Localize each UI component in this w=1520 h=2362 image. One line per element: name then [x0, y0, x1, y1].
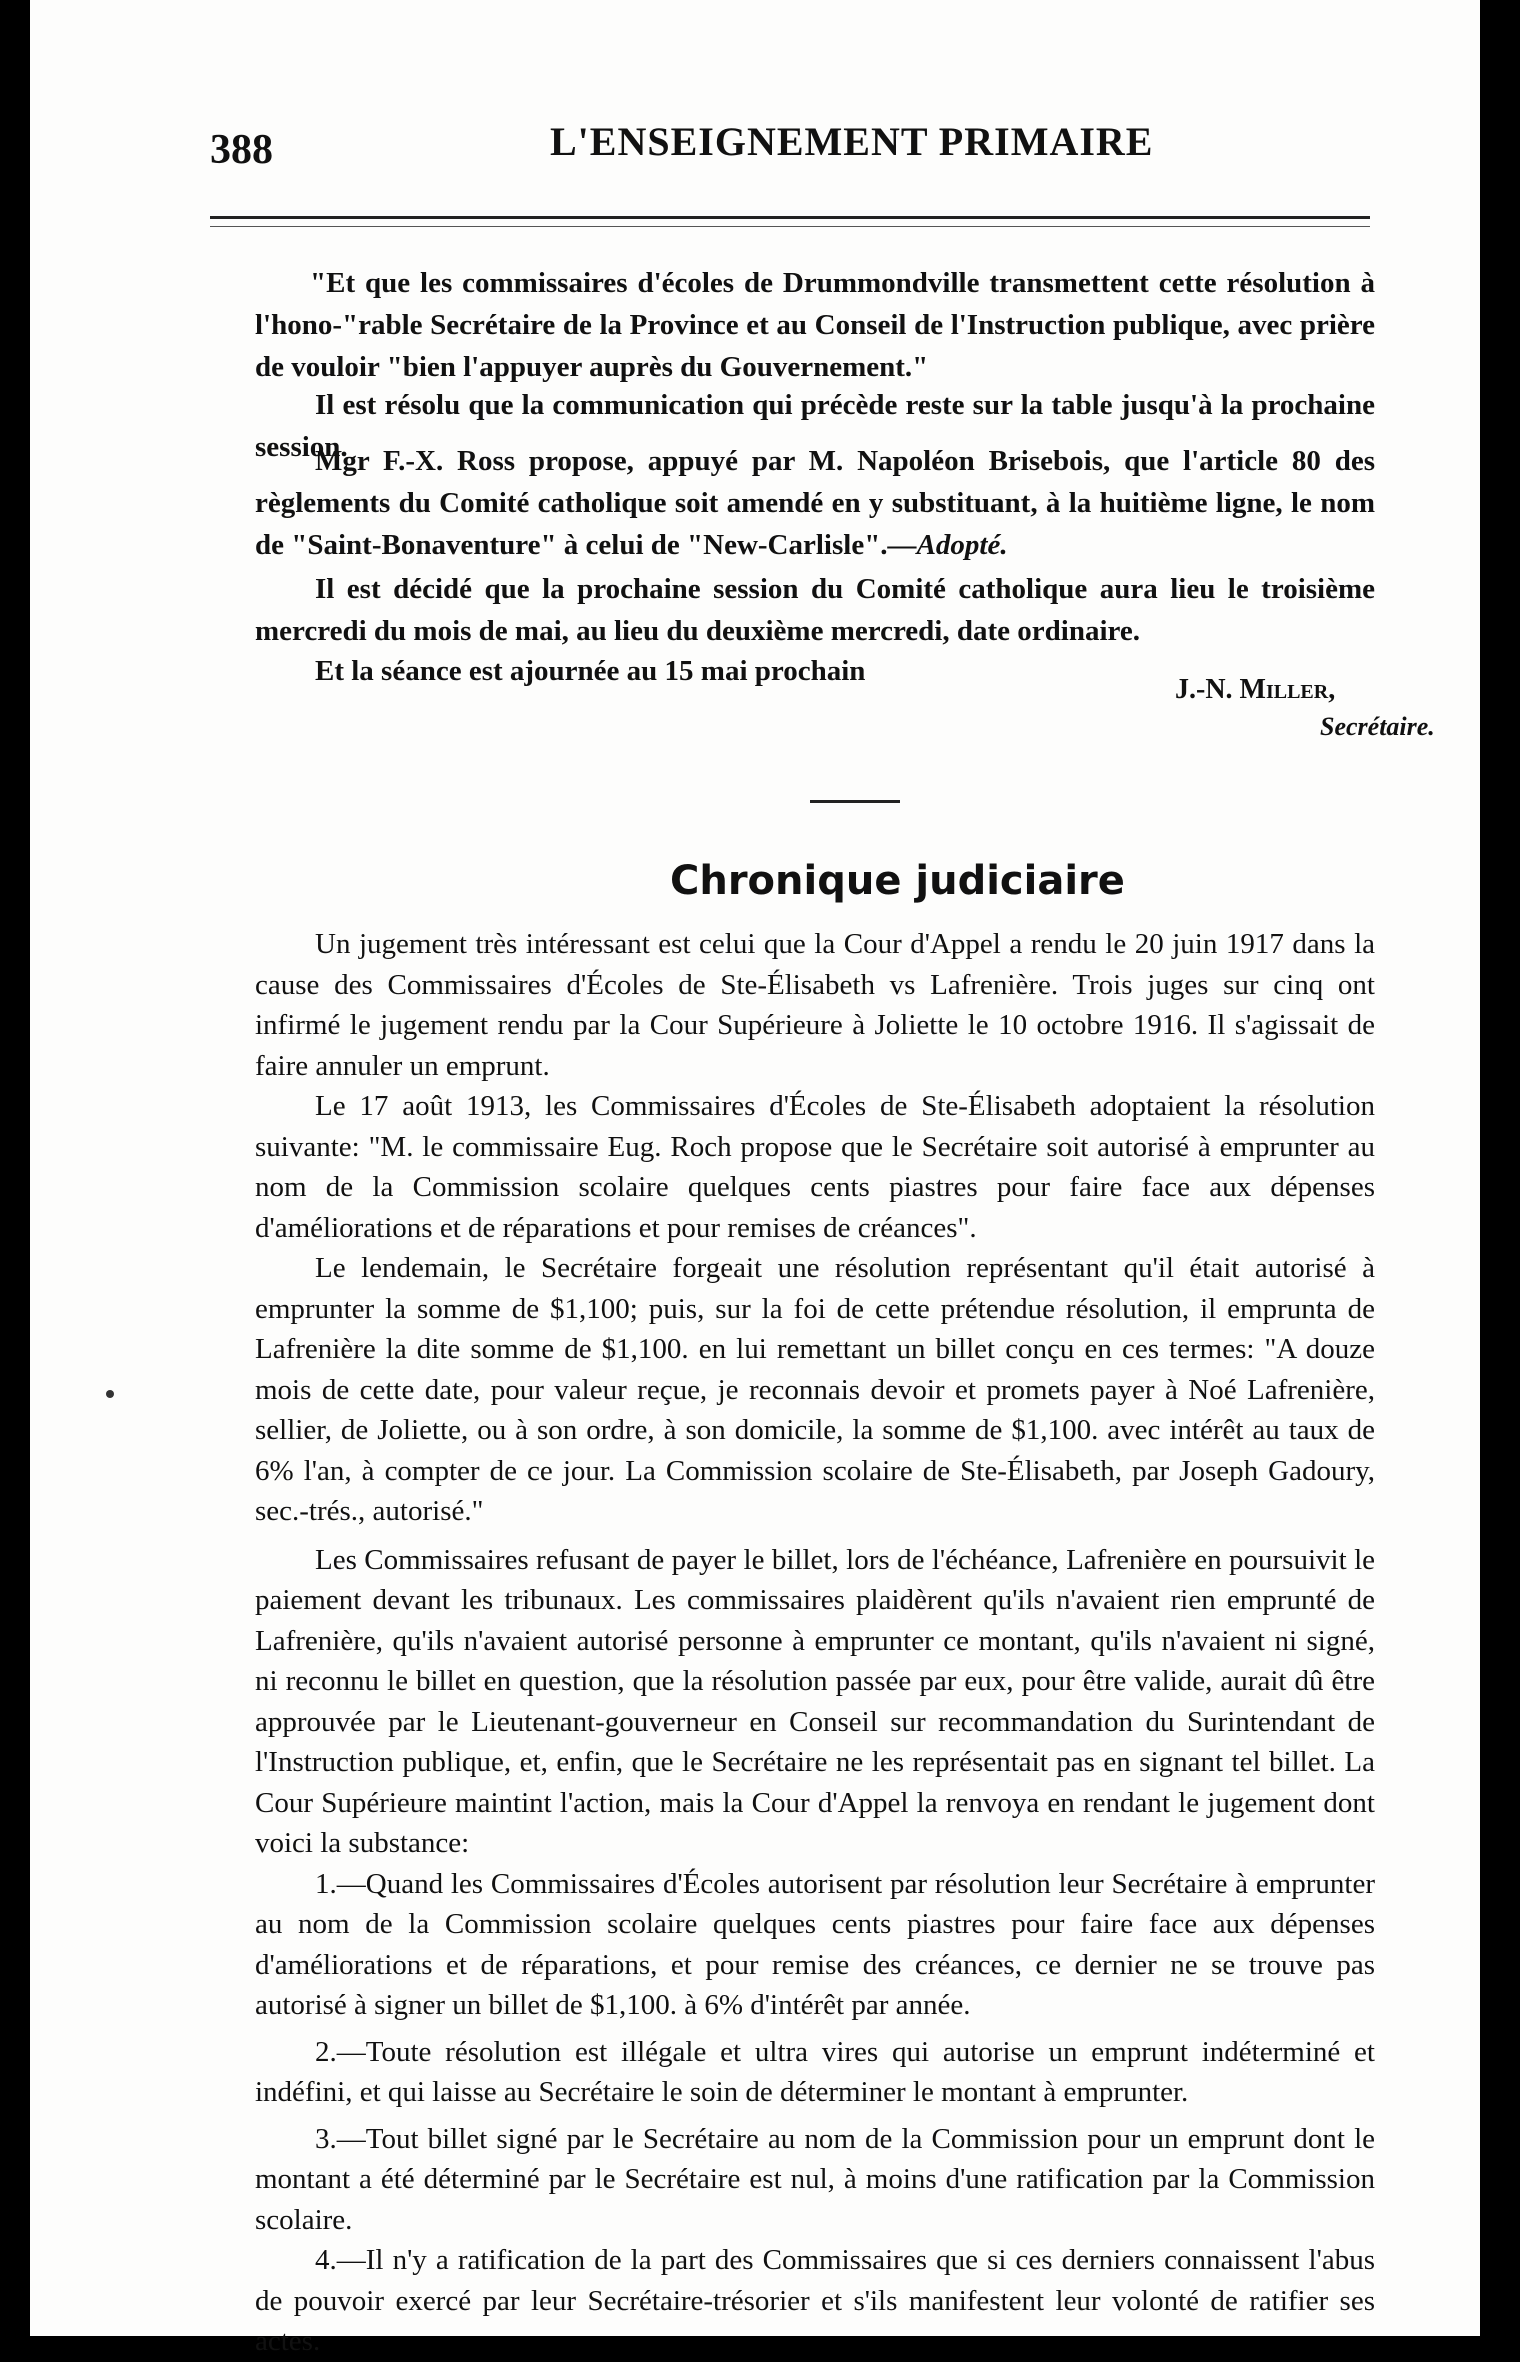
running-head: L'ENSEIGNEMENT PRIMAIRE [550, 119, 1154, 164]
ross-motion [255, 440, 1375, 566]
paragraph-intro: Un jugement très intéressant est celui que la Cour d'Appel a rendu le 20 juin 1917 dans la cause des Commissaires d'Écoles de Ste-Élisabeth vs Lafrenière. Trois juges sur cinq ont infirmé le jugement rendu par la Cour Supérieure à Joliette le 10 octobre 1916. Il s'agissait de faire annuler un emprunt. [255, 928, 1375, 1082]
section-title: Chronique judiciaire [670, 858, 1125, 904]
resolution-quote [255, 262, 1375, 388]
adjourned-text: Et la séance est ajournée au 15 mai prochain [315, 655, 866, 687]
resolution-quote-text: "Et que les commissaires d'écoles de Drummondville transmettent cette résolution à l'hono-"rable Secrétaire de la Province et au Conseil de l'Instruction publique, avec prière de vouloir "bien l'appuyer auprès du Gouvernement." [255, 267, 1375, 383]
ruling-point-4: 4.—Il n'y a ratification de la part des Commissaires que si ces derniers connaissent l'abus de pouvoir exercé par leur Secrétaire-trésorier et s'ils manifestent leur volonté de ratifier ses actes. [255, 2244, 1375, 2357]
ruling-point-2: 2.—Toute résolution est illégale et ultra vires qui autorise un emprunt indéterminé et indéfini, et qui laisse au Secrétaire le soin de déterminer le montant à emprunter. [255, 2035, 1375, 2108]
header-rule-thin [210, 226, 1370, 227]
table-resolution-text: Il est résolu que la communication qui précède reste sur la table jusqu'à la prochaine session. [255, 389, 1375, 463]
ruling-point-1: 1.—Quand les Commissaires d'Écoles autorisent par résolution leur Secrétaire à emprunter au nom de la Commission scolaire quelques cents piastres pour faire face aux dépenses d'améliorations et de réparations, et pour remise des créances, ce dernier ne se trouve pas autorisé à signer un billet de $1,100. à 6% d'intérêt par année. [255, 1867, 1375, 2021]
signature-title: Secrétaire. [1320, 712, 1435, 741]
paragraph-resolution: Le 17 août 1913, les Commissaires d'Écoles de Ste-Élisabeth adoptaient la résolution suivante: "M. le commissaire Eug. Roch propose que le Secrétaire soit autorisé à emprunter au nom de la Commission scolaire quelques cents piastres pour faire face aux dépenses d'améliorations et de réparations et pour remises de créances". [255, 1090, 1375, 1244]
signature-name: J.-N. Miller, [1175, 674, 1336, 705]
ross-motion-text: Mgr F.-X. Ross propose, appuyé par M. Napoléon Brisebois, que l'article 80 des règlements du Comité catholique soit amendé en y substituant, à la huitième ligne, le nom de "Saint-Bonaventure" à celui de "New-Carlisle". [255, 445, 1375, 561]
ross-motion-paragraph [255, 440, 1375, 566]
section-separator [810, 800, 900, 803]
ruling-point-3: 3.—Tout billet signé par le Secrétaire au nom de la Commission pour un emprunt dont le montant a été déterminé par le Secrétaire est nul, à moins d'une ratification par la Commission scolaire. [255, 2122, 1375, 2236]
next-session-text: Il est décidé que la prochaine session du Comité catholique aura lieu le troisième mercredi du mois de mai, au lieu du deuxième mercredi, date ordinaire. [255, 573, 1375, 647]
judicial-chronicle-body [255, 924, 1375, 2362]
paragraph-forgery: Le lendemain, le Secrétaire forgeait une résolution représentant qu'il était autorisé à emprunter la somme de $1,100; puis, sur la foi de cette prétendue résolution, il emprunta de Lafrenière la dite somme de $1,100. en lui remettant un billet conçu en ces termes: "A douze mois de cette date, pour valeur reçue, je reconnais devoir et promets payer à Noé Lafrenière, sellier, de Joliette, ou à son ordre, à son domicile, la somme de $1,100. avec intérêt au taux de 6% l'an, à compter de ce jour. La Commission scolaire de Ste-Élisabeth, par Joseph Gadoury, sec.-trés., autorisé." [255, 1252, 1375, 1527]
header-rule [210, 216, 1370, 219]
adopted-label: —Adopté. [887, 529, 1008, 561]
margin-mark [106, 1390, 114, 1398]
page-number: 388 [210, 127, 273, 173]
adjourned [255, 650, 955, 692]
next-session [255, 568, 1375, 652]
page [30, 0, 1480, 2357]
paragraph-refusal: Les Commissaires refusant de payer le billet, lors de l'échéance, Lafrenière en poursuivit le paiement devant les tribunaux. Les commissaires plaidèrent qu'ils n'avaient rien emprunté de Lafrenière, qu'ils n'avaient autorisé personne à emprunter ce montant, qu'ils n'avaient ni signé, ni reconnu le billet en question, que la résolution passée par eux, pour être valide, aurait dû être approuvée par le Lieutenant-gouverneur en Conseil sur recommandation du Surintendant de l'Instruction publique, et, enfin, que le Secrétaire ne les représentait pas en signant tel billet. La Cour Supérieure maintint l'action, mais la Cour d'Appel la renvoya en rendant le jugement dont voici la substance: [255, 1543, 1375, 1859]
